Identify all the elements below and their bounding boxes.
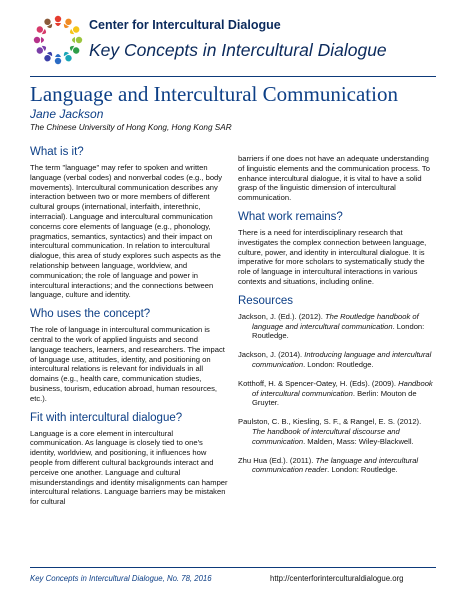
section-body: The role of language in intercultural communication is central to the work of applied linguists and second language teachers, learners, and researchers. The impact of language use, attitudes, identity, and positioning on intercultural relations is relevant for individuals in all domains (e.g., health care, communication studies, business, tourism, education abroad, human resources, etc.). (30, 325, 225, 403)
ref-publisher: . Malden, Mass: Wiley-Blackwell. (303, 436, 414, 446)
reference-item (238, 456, 436, 476)
section-heading: What work remains? (238, 210, 343, 223)
section-fit-continued (238, 154, 436, 203)
ref-authors: Jackson, J. (Ed.). (2012). (238, 311, 325, 321)
ref-publisher: . London: Routledge. (252, 321, 425, 341)
series-title: Key Concepts in Intercultural Dialogue (89, 40, 387, 60)
ref-title: The Routledge handbook of language and intercultural communication (252, 311, 419, 331)
ref-authors: Kotthoff, H. & Spencer-Oatey, H. (Eds). (2009). (238, 378, 399, 388)
article-author: Jane Jackson (30, 107, 104, 121)
reference-item (238, 312, 436, 341)
ref-title: The language and intercultural communication reader (252, 455, 419, 475)
footer-divider (30, 567, 436, 568)
section-resources (238, 295, 436, 475)
ref-publisher: . Berlin: Mouton de Gruyter. (252, 388, 417, 408)
article-title: Language and Intercultural Communication (30, 82, 398, 106)
ref-authors: Paulston, C. B., Kiesling, S. F., & Rangel, E. S. (2012). (238, 417, 422, 427)
reference-item (238, 417, 436, 446)
section-fit (30, 412, 228, 507)
section-who-uses (30, 308, 228, 403)
org-name: Center for Intercultural Dialogue (89, 18, 281, 32)
section-heading: Resources (238, 294, 293, 307)
reference-item (238, 379, 436, 408)
section-work-remains (238, 211, 436, 287)
cid-logo-icon (31, 13, 85, 67)
section-heading: What is it? (30, 146, 84, 158)
ref-publisher: . London: Routledge. (303, 359, 374, 369)
section-body: barriers if one does not have an adequate understanding of linguistic elements and the communication process. To enhance intercultural dialogue, it is vital to have a solid grasp of the linguistic dimension of intercultural communication. (238, 154, 430, 203)
section-body: Language is a core element in intercultural communication. As language is closely tied to one's identity, worldview, and positioning, it influences how people from different cultural backgrounds interact and perceive one another. Language and cultural misunderstandings and identity misalignments can hamper intercultural relations. Language barriers may be mistaken for cultural (30, 428, 228, 507)
header-divider (30, 76, 436, 77)
left-column (30, 146, 228, 515)
section-heading: Fit with intercultural dialogue? (30, 411, 183, 424)
footer-url-link[interactable]: http://centerforinterculturaldialogue.org (270, 574, 404, 583)
ref-publisher: . London: Routledge. (327, 465, 398, 475)
ref-authors: Jackson, J. (2014). (238, 350, 305, 360)
ref-authors: Zhu Hua (Ed.). (2011). (238, 455, 316, 465)
footer-citation: Key Concepts in Intercultural Dialogue, No. 78, 2016 (30, 574, 212, 583)
ref-title: The handbook of intercultural discourse and communication (252, 426, 400, 446)
ref-title: Handbook of intercultural communication (252, 378, 433, 398)
section-body: The term "language" may refer to spoken and written language (verbal codes) and nonverbal codes (e.g., body movements). Intercultural communication describes any interaction between two or more members of different cultural groups (international, interfaith, interethnic, interracial). Language and intercultural communication concerns core elements of language (e.g., phonology, pragmatics, semantics, syntactics) and their impact on intercultural communication. In relation to intercultural dialogue, this area of study explores such aspects as the relationship between language, worldview, and communication; the role of language and power in intercultural interactions; and the connections between language, culture and identity. (30, 163, 223, 300)
reference-item (238, 350, 436, 370)
section-body: There is a need for interdisciplinary research that investigates the complex connection between language, culture, power, and identity in intercultural dialogue. It is imperative for more scholars to systematically study the role of language in intercultural interactions in various contexts and situations, including online. (238, 227, 427, 286)
section-heading: Who uses the concept? (30, 308, 151, 321)
page-header (0, 0, 464, 74)
author-affiliation: The Chinese University of Hong Kong, Hong Kong SAR (30, 123, 232, 132)
section-what-is-it (30, 146, 228, 300)
right-column (238, 154, 436, 484)
ref-title: Introducing language and intercultural communication (252, 350, 432, 369)
